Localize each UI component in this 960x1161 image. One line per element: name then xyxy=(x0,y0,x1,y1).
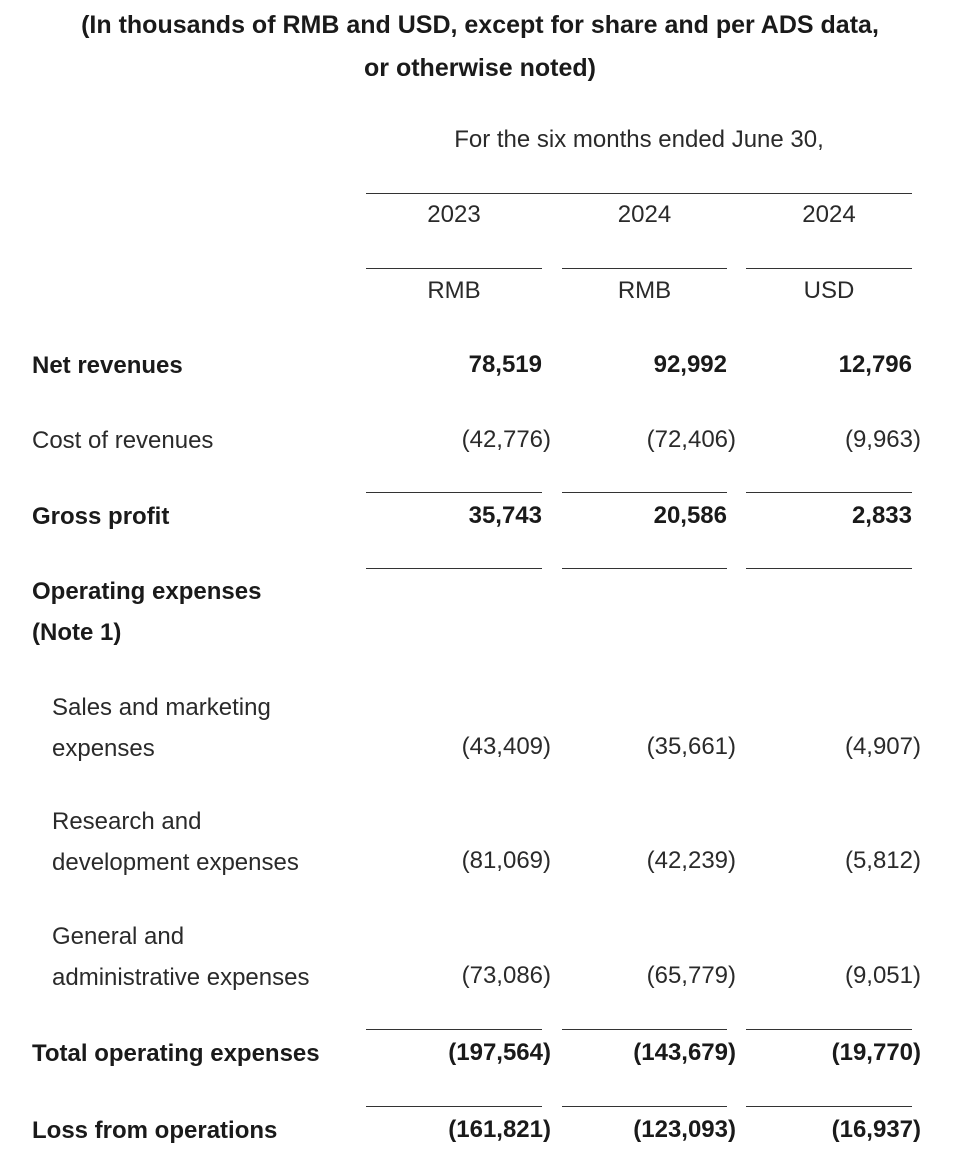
total-operating-expenses-value-col3: (19,770) xyxy=(831,1039,921,1066)
year-rule-col2 xyxy=(562,268,727,269)
sales-marketing-label xyxy=(52,687,271,769)
research-development-label xyxy=(52,801,299,883)
net-revenues-label: Net revenues xyxy=(32,352,183,379)
gross-profit-value-col1: 35,743 xyxy=(468,502,542,529)
sales-marketing-value-col2: (35,661) xyxy=(646,733,736,760)
opex-rule-col3 xyxy=(746,1029,912,1030)
year-header-col3: 2024 xyxy=(802,201,856,228)
loss-from-operations-value-col1: (161,821) xyxy=(448,1116,551,1143)
general-admin-value-col1: (73,086) xyxy=(461,962,551,989)
period-rule xyxy=(366,193,912,194)
sales-marketing-label-line2: expenses xyxy=(52,735,155,762)
title-line-1: (In thousands of RMB and USD, except for share and per ADS data, xyxy=(81,11,879,39)
research-development-value-col2: (42,239) xyxy=(646,847,736,874)
year-header-col1: 2023 xyxy=(427,201,481,228)
sales-marketing-label-line1: Sales and marketing xyxy=(52,694,271,721)
research-development-label-line1: Research and xyxy=(52,808,202,835)
operating-expenses-heading-line2: (Note 1) xyxy=(32,619,122,646)
gross-profit-rule-col1 xyxy=(366,568,542,569)
research-development-value-col3: (5,812) xyxy=(844,847,921,874)
total-operating-expenses-value-col1: (197,564) xyxy=(448,1039,551,1066)
gross-profit-value-col3: 2,833 xyxy=(851,502,912,529)
total-operating-expenses-value-col2: (143,679) xyxy=(633,1039,736,1066)
year-rule-col1 xyxy=(366,268,542,269)
general-admin-label-line1: General and xyxy=(52,923,185,950)
subtotal-rule-col2 xyxy=(562,492,727,493)
opex-rule-col2 xyxy=(562,1029,727,1030)
opex-rule-col1 xyxy=(366,1029,542,1030)
subtotal-rule-col3 xyxy=(746,492,912,493)
gross-profit-label: Gross profit xyxy=(32,503,170,530)
sales-marketing-value-col1: (43,409) xyxy=(461,733,551,760)
loss-from-operations-value-col3: (16,937) xyxy=(831,1116,921,1143)
net-revenues-value-col1: 78,519 xyxy=(468,351,542,378)
currency-header-col3: USD xyxy=(803,277,855,304)
title-line-2: or otherwise noted) xyxy=(364,54,596,82)
research-development-value-col1: (81,069) xyxy=(461,847,551,874)
net-revenues-value-col3: 12,796 xyxy=(838,351,912,378)
cost-of-revenues-value-col1: (42,776) xyxy=(461,426,551,453)
currency-header-col2: RMB xyxy=(617,277,672,304)
year-rule-col3 xyxy=(746,268,912,269)
general-admin-label xyxy=(52,916,309,998)
table-title xyxy=(0,4,960,90)
research-development-label-line2: development expenses xyxy=(52,849,299,876)
cost-of-revenues-value-col2: (72,406) xyxy=(646,426,736,453)
gross-profit-rule-col2 xyxy=(562,568,727,569)
total-opex-rule-col1 xyxy=(366,1106,542,1107)
general-admin-label-line2: administrative expenses xyxy=(52,964,310,991)
gross-profit-rule-col3 xyxy=(746,568,912,569)
total-opex-rule-col2 xyxy=(562,1106,727,1107)
net-revenues-value-col2: 92,992 xyxy=(653,351,727,378)
general-admin-value-col3: (9,051) xyxy=(844,962,921,989)
loss-from-operations-value-col2: (123,093) xyxy=(633,1116,736,1143)
total-opex-rule-col3 xyxy=(746,1106,912,1107)
sales-marketing-value-col3: (4,907) xyxy=(844,733,921,760)
general-admin-value-col2: (65,779) xyxy=(646,962,736,989)
cost-of-revenues-value-col3: (9,963) xyxy=(844,426,921,453)
year-header-col2: 2024 xyxy=(617,201,672,228)
cost-of-revenues-label: Cost of revenues xyxy=(32,427,214,454)
subtotal-rule-col1 xyxy=(366,492,542,493)
period-heading: For the six months ended June 30, xyxy=(454,126,824,153)
operating-expenses-heading-line1: Operating expenses xyxy=(32,578,262,605)
gross-profit-value-col2: 20,586 xyxy=(653,502,727,529)
currency-header-col1: RMB xyxy=(427,277,481,304)
operating-expenses-heading xyxy=(32,571,261,653)
total-operating-expenses-label: Total operating expenses xyxy=(32,1040,320,1067)
loss-from-operations-label: Loss from operations xyxy=(32,1117,278,1144)
